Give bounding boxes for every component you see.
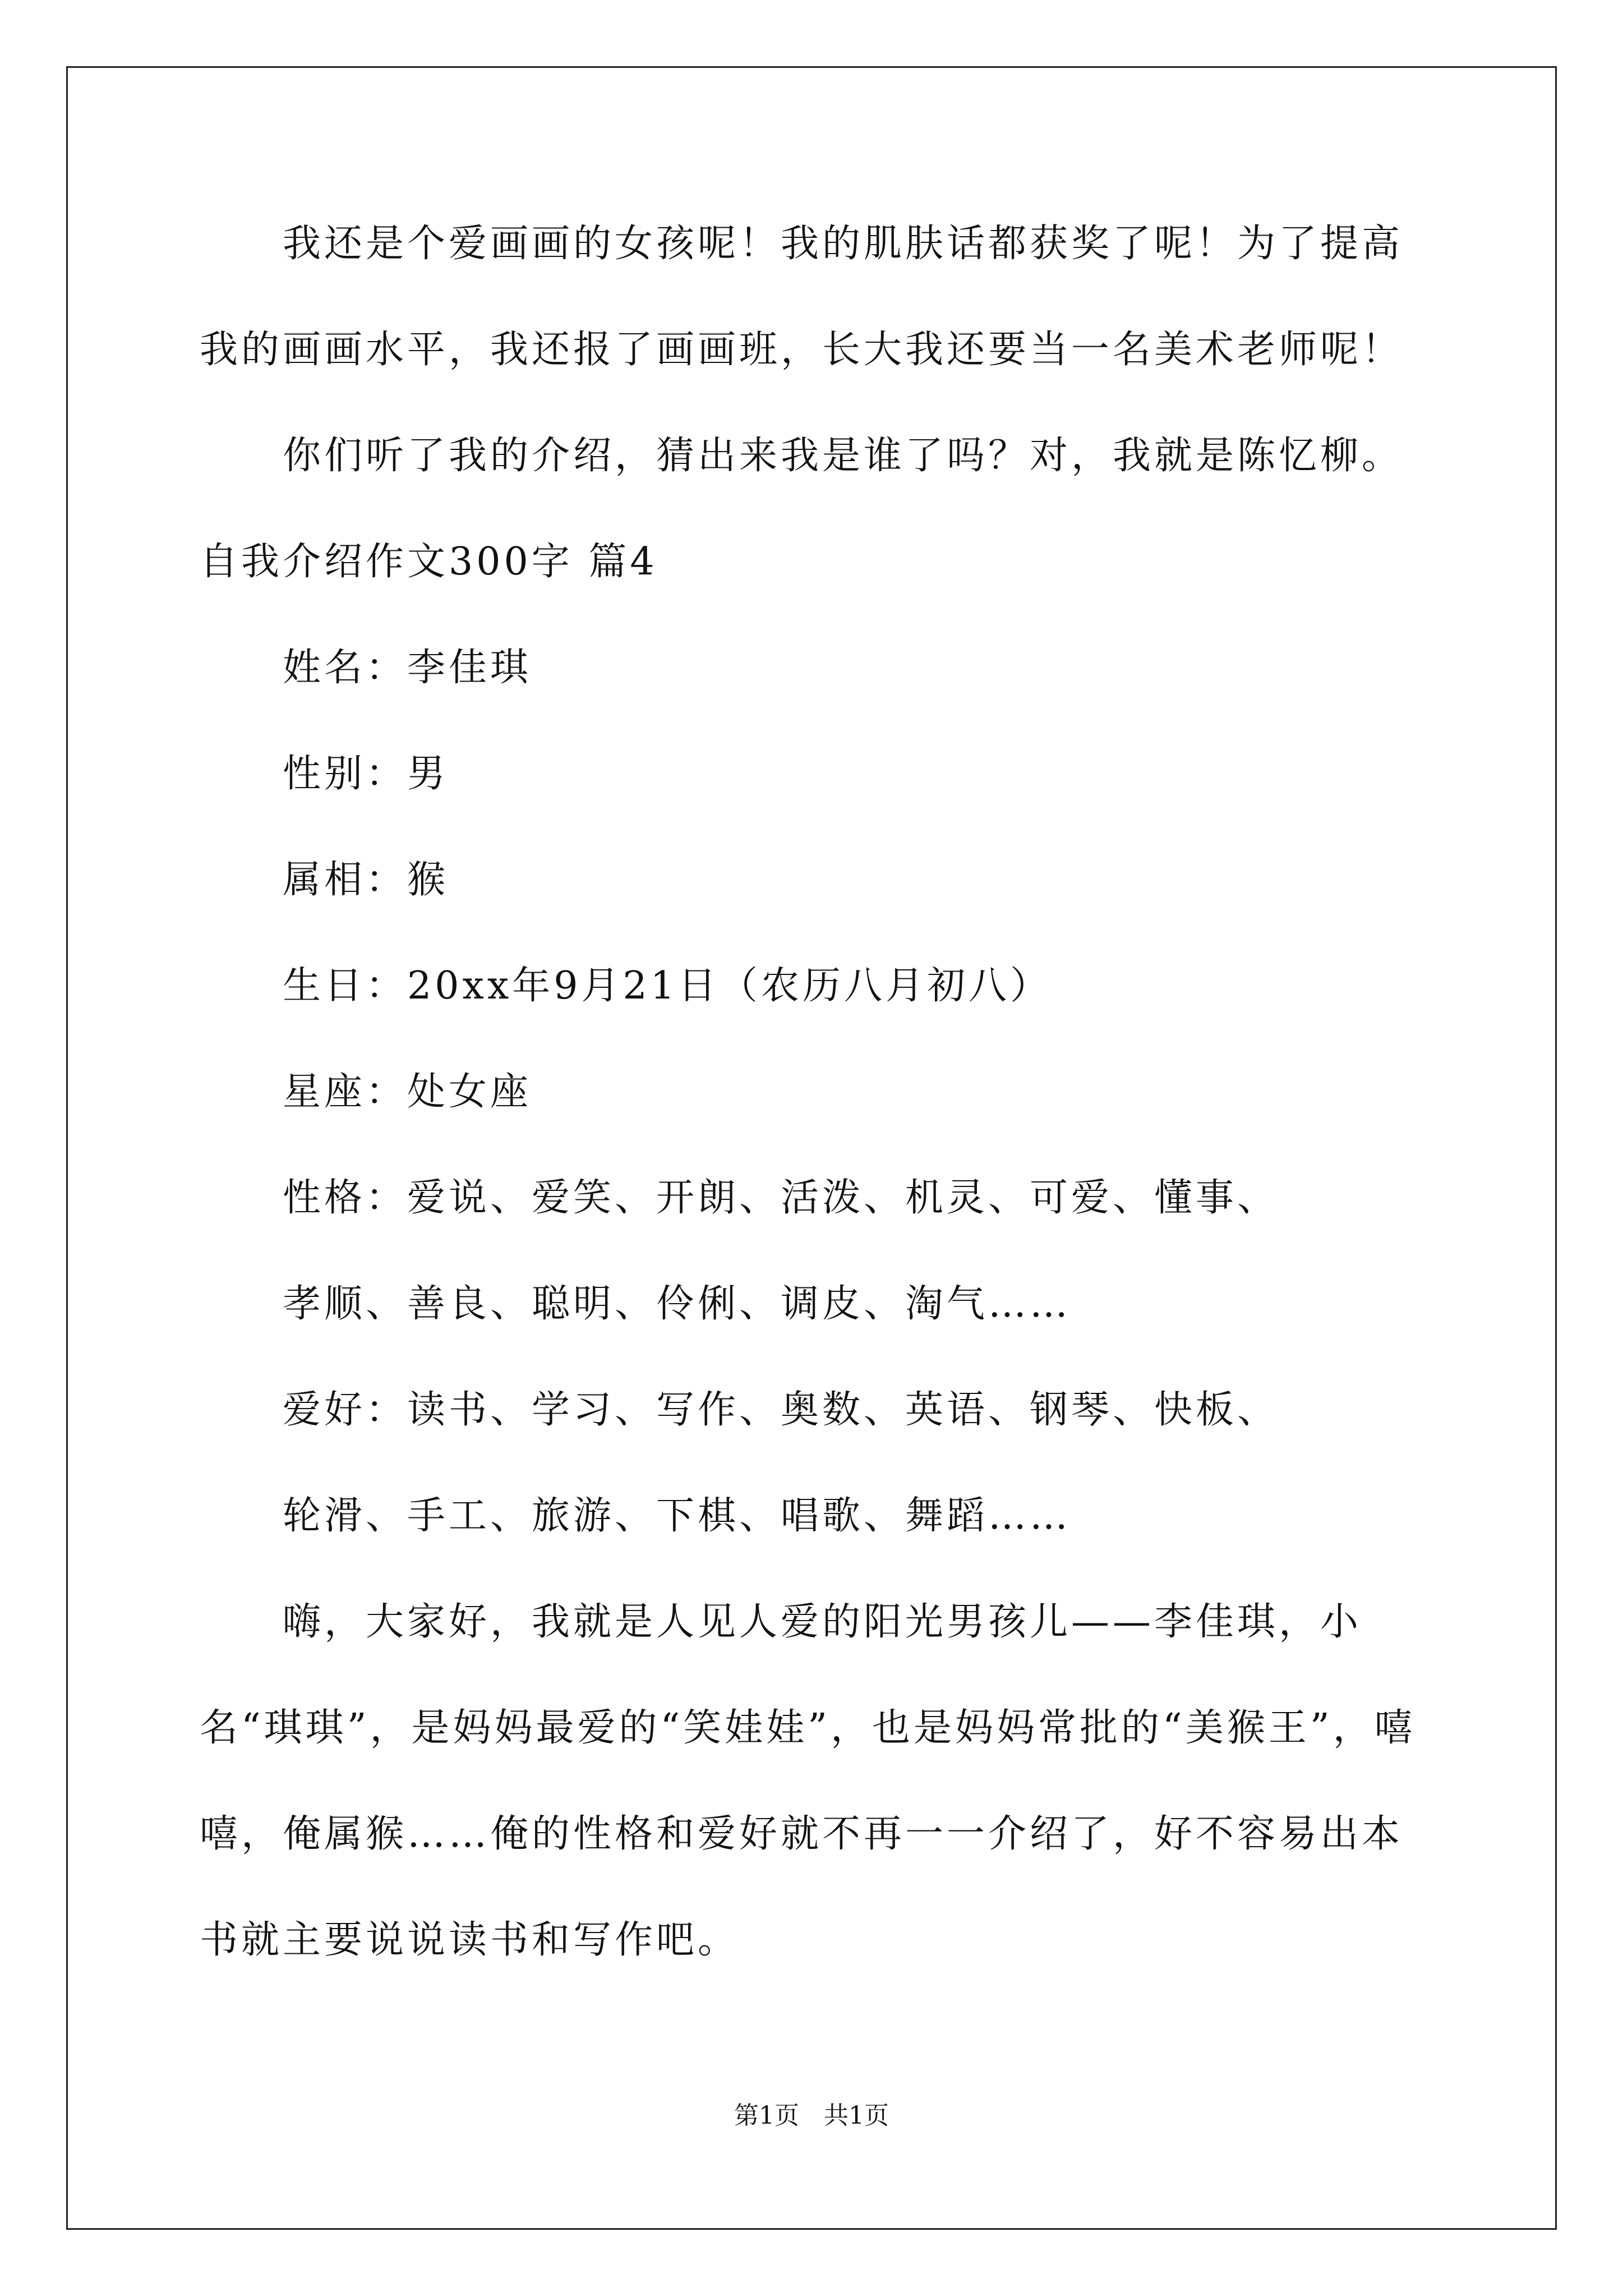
paragraph-name-reveal: 你们听了我的介绍，猜出来我是谁了吗？对，我就是陈忆柳。 <box>283 434 1404 478</box>
field-name: 姓名：李佳琪 <box>283 646 532 690</box>
paragraph-drawing: 我还是个爱画画的女孩呢！我的肌肤话都获奖了呢！为了提高我的画画水平，我还报了画画班，长大我还要当一名美术老师呢！ <box>200 222 1404 372</box>
field-constellation: 星座：处女座 <box>283 1070 532 1114</box>
field-personality: 性格：爱说、爱笑、开朗、活泼、机灵、可爱、懂事、 <box>283 1176 1279 1220</box>
paragraph-greeting: 嗨，大家好，我就是人见人爱的阳光男孩儿——李佳琪，小名“琪琪”，是妈妈最爱的“笑娃娃”，也是妈妈常批的“美猴王”，嘻嘻，俺属猴……俺的性格和爱好就不再一一介绍了，好不容易出本书就主要说说读书和写作吧。 <box>200 1600 1416 1962</box>
field-hobbies-cont: 轮滑、手工、旅游、下棋、唱歌、舞蹈…… <box>283 1494 1072 1538</box>
document-body <box>200 191 1424 1993</box>
section-heading: 自我介绍作文300字 篇4 <box>200 540 658 584</box>
field-birthday: 生日：20xx年9月21日（农历八月初八） <box>283 964 1052 1008</box>
field-personality-cont: 孝顺、善良、聪明、伶俐、调皮、淘气…… <box>283 1282 1072 1326</box>
field-gender: 性别：男 <box>283 752 449 796</box>
field-zodiac: 属相：猴 <box>283 858 449 902</box>
page-footer: 第1页 共1页 <box>734 2101 889 2130</box>
field-hobbies: 爱好：读书、学习、写作、奥数、英语、钢琴、快板、 <box>283 1388 1279 1432</box>
